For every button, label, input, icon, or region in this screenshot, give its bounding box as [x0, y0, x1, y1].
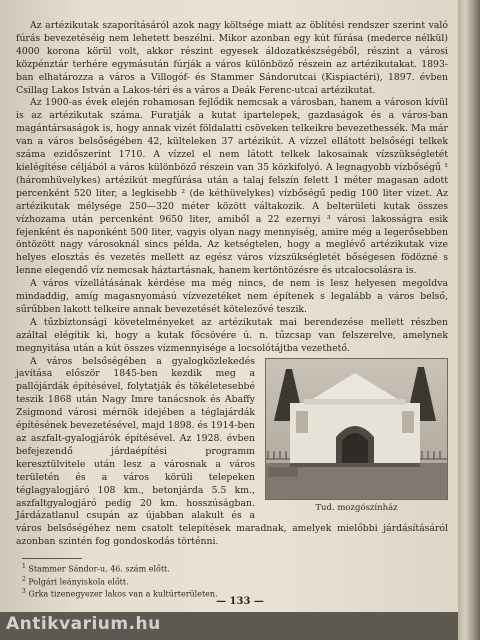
- paragraph-artesian-intro: Az artézikutak szaporításáról azok nagy költsége miatt az öblítési rendszer szerint való fúrás bevezetéséig nem lehetett beszélni. Mikor azonban egy kút fúrása (mederce nélkül) 4000 korona körül volt, akkor részint egyesek áldozatkészségéből, részint a városi közpénztár terhére egymásután fúrják a város különböző részein az artézikutakat. 1893-ban elhatározza a város a Villogóf- és Stammer Sándorutcai (Kispiactéri), 1897. évben Csillag Lakos István a Lakos-téri és a város a Deák Ferenc-utcai artézikutat.: [16, 20, 448, 96]
- photo-figure: [265, 358, 448, 514]
- footnote-rule: [22, 558, 82, 559]
- footnote-item: [22, 575, 242, 588]
- cinema-photo: [265, 358, 448, 500]
- footnote-item: [22, 562, 242, 575]
- book-spine-edge: [458, 0, 480, 640]
- footnote-mark: 3: [22, 588, 26, 596]
- footnotes: [22, 558, 242, 600]
- body-text: [16, 20, 448, 549]
- footnote-text: Stammer Sándor-u. 46. szám előtt.: [28, 564, 170, 574]
- footnote-text: Grka tizenegyezer lakos van a kultúrterületen.: [28, 589, 218, 599]
- paragraph-fire-safety: A tűzbiztonsági követelményeket az artézikutak mai berendezése mellett részben azáltal elégítik ki, hogy a kutak főcsövére ú. n. tűzcsap van felszerelve, amelynek megnyitása után a kút összes vízmennyisége a locsolótájtba vezethető.: [16, 316, 448, 354]
- page-number: — 133 —: [216, 596, 264, 607]
- paragraph-sidewalks: A város belsőségében a gyalogközlekedés javítása először 1845-ben kezdik meg a pallójárdák építésével, folytatják és tökéletesebbé teszik 1868 után Nagy Imre tanácsnok és Abaffy Zsigmond városi mérnök idejében a téglajárdák építésének bevezetésével, majd 1898. és 1914-ben az aszfalt-gyalogjárók építésével. Az 1928. évben befejezendő járdaépítési programm keresztülvitele után lesz a városnak a város területén és a város körüli telepeken téglagyalogjáró 108 km., betonjárda 5.5 km., aszfaltgyalogjáró pedig 20 km. hosszúságban. Járdázatlanul csupán az újabban alakult és a város belsőségéhez nem csatolt telepítések maradnak, amelyek mielőbbi járdásításáról azonban szintén fog gondoskodás történni.: [16, 355, 448, 548]
- paragraph-water-supply: A város vízellátásának kérdése ma még nincs, de nem is lesz helyesen megoldva mindaddig, amíg magasnyomású vízvezetéket nem építenek s legalább a város belső, sűrűbben lakott telkeire annak bevezetését kötelezővé teszik.: [16, 278, 448, 315]
- footnote-mark: 2: [22, 575, 26, 583]
- cinema-building-illustration: [266, 359, 447, 499]
- footnote-text: Polgári leányiskola előtt.: [28, 577, 129, 587]
- footnote-mark: 1: [22, 563, 26, 570]
- watermark: Antikvarium.hu: [6, 614, 161, 634]
- paragraph-artesian-growth: Az 1900-as évek elején rohamosan fejlődik nemcsak a városban, hanem a városon kívül is az artézikutak száma. Furatják a kutat ipartelepek, gazdaságok és a város-ban magántársaságok is, hogy annak vizét földalatti csöveken telkeikre bevezethessék. Ma már van a város belsőségében 42, külteleken 37 artézikút. A vízzel ellátott belsőségi telkek száma ezidőszerint 1710. A vízzel el nem látott telkek lakosainak vízszükségletét kielégítése céljából a város különböző részein van 35 közkifolyó. A legnagyobb vízbőségű ¹ (háromhüvelykes) artézikút megfúrása után a talaj felszín felett 1 méter magasan adott percenként 520 liter, a legkisebb ² (de kéthüvelykes) vízbőségű pedig 100 liter vizet. Az artézikutak mélysége 250—320 méter között váltakozik. A belterületi kutak összes vízhozama után percenként 9650 liter, amiből a 22 ezernyi ³ városi lakosságra esik fejenként és naponként 500 liter, vagyis olyan nagy mennyiség, amire még a legerősebben öntözött nagy városoknál sincs példa. Az ketségtelen, hogy a meglévő artézikutak vize helyes elosztás és vezetés mellett az egész város vízszükségletét bőségesen födözné s lenne elegendő víz nemcsak háztartásnak, hanem kertöntözésre és utcalocsolásra is.: [16, 97, 448, 277]
- photo-caption: Tud. mozgószínház: [315, 502, 398, 513]
